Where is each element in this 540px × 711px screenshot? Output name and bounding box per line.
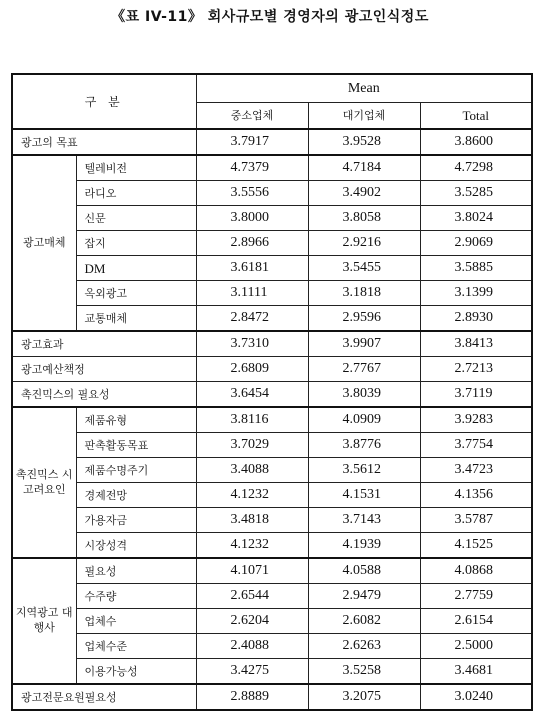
cell-value: 3.5612 bbox=[308, 458, 420, 483]
cell-value: 3.6181 bbox=[196, 256, 308, 281]
cell-value: 2.6809 bbox=[196, 357, 308, 382]
cell-value: 3.7143 bbox=[308, 508, 420, 533]
cell-value: 3.9907 bbox=[308, 331, 420, 357]
cell-value: 3.1399 bbox=[420, 281, 532, 306]
row-label: 업체수준 bbox=[76, 634, 196, 659]
table-row bbox=[12, 129, 532, 155]
cell-value: 2.6204 bbox=[196, 609, 308, 634]
cell-value: 3.8000 bbox=[196, 206, 308, 231]
row-label: DM bbox=[76, 256, 196, 281]
cell-value: 3.4723 bbox=[420, 458, 532, 483]
cell-value: 2.5000 bbox=[420, 634, 532, 659]
cell-value: 3.9283 bbox=[420, 407, 532, 433]
row-label: 텔레비전 bbox=[76, 155, 196, 181]
cell-value: 3.1818 bbox=[308, 281, 420, 306]
row-label: 경제전망 bbox=[76, 483, 196, 508]
cell-value: 3.2075 bbox=[308, 684, 420, 710]
cell-value: 2.9479 bbox=[308, 584, 420, 609]
cell-value: 4.7184 bbox=[308, 155, 420, 181]
col-header-large: 대기업체 bbox=[308, 103, 420, 130]
cell-value: 3.8600 bbox=[420, 129, 532, 155]
cell-value: 2.7767 bbox=[308, 357, 420, 382]
table-row bbox=[12, 533, 532, 559]
row-label: 제품수명주기 bbox=[76, 458, 196, 483]
cell-value: 3.8116 bbox=[196, 407, 308, 433]
table-row bbox=[12, 483, 532, 508]
row-label: 잡지 bbox=[76, 231, 196, 256]
cell-value: 3.4902 bbox=[308, 181, 420, 206]
cell-value: 4.1939 bbox=[308, 533, 420, 559]
cell-value: 3.5885 bbox=[420, 256, 532, 281]
cell-value: 3.4088 bbox=[196, 458, 308, 483]
col-header-sme: 중소업체 bbox=[196, 103, 308, 130]
awareness-table bbox=[11, 73, 533, 711]
cell-value: 2.6263 bbox=[308, 634, 420, 659]
cell-value: 3.9528 bbox=[308, 129, 420, 155]
row-label: 라디오 bbox=[76, 181, 196, 206]
cell-value: 2.6544 bbox=[196, 584, 308, 609]
row-label: 시장성격 bbox=[76, 533, 196, 559]
table-row bbox=[12, 558, 532, 584]
cell-value: 4.1232 bbox=[196, 483, 308, 508]
cell-value: 3.7754 bbox=[420, 433, 532, 458]
table-row bbox=[12, 181, 532, 206]
cell-value: 4.0909 bbox=[308, 407, 420, 433]
cell-value: 2.8930 bbox=[420, 306, 532, 332]
table-row bbox=[12, 684, 532, 710]
cell-value: 3.8058 bbox=[308, 206, 420, 231]
row-label: 신문 bbox=[76, 206, 196, 231]
row-label: 가용자금 bbox=[76, 508, 196, 533]
row-label: 필요성 bbox=[76, 558, 196, 584]
cell-value: 2.8472 bbox=[196, 306, 308, 332]
cell-value: 3.8776 bbox=[308, 433, 420, 458]
cell-value: 3.6454 bbox=[196, 382, 308, 408]
cell-value: 2.8966 bbox=[196, 231, 308, 256]
table-row bbox=[12, 256, 532, 281]
table-row bbox=[12, 382, 532, 408]
cell-value: 3.4275 bbox=[196, 659, 308, 685]
row-label: 업체수 bbox=[76, 609, 196, 634]
table-row bbox=[12, 306, 532, 332]
cell-value: 3.7029 bbox=[196, 433, 308, 458]
cell-value: 3.4818 bbox=[196, 508, 308, 533]
table-row bbox=[12, 659, 532, 685]
row-label: 이용가능성 bbox=[76, 659, 196, 685]
row-label: 옥외광고 bbox=[76, 281, 196, 306]
cell-value: 4.0588 bbox=[308, 558, 420, 584]
table-row bbox=[12, 407, 532, 433]
row-label: 판촉활동목표 bbox=[76, 433, 196, 458]
cell-value: 3.1111 bbox=[196, 281, 308, 306]
cell-value: 2.9596 bbox=[308, 306, 420, 332]
cell-value: 2.7213 bbox=[420, 357, 532, 382]
group-label-promo: 촉진믹스 시 고려요인 bbox=[12, 407, 76, 558]
row-label: 광고효과 bbox=[12, 331, 196, 357]
cell-value: 3.4681 bbox=[420, 659, 532, 685]
cell-value: 4.1525 bbox=[420, 533, 532, 559]
cell-value: 4.1531 bbox=[308, 483, 420, 508]
row-label: 촉진믹스의 필요성 bbox=[12, 382, 196, 408]
row-label: 광고예산책정 bbox=[12, 357, 196, 382]
row-label: 제품유형 bbox=[76, 407, 196, 433]
table-row bbox=[12, 433, 532, 458]
table-row bbox=[12, 584, 532, 609]
mean-header: Mean bbox=[196, 74, 532, 103]
cell-value: 4.1356 bbox=[420, 483, 532, 508]
cell-value: 2.8889 bbox=[196, 684, 308, 710]
col-header-total: Total bbox=[420, 103, 532, 130]
cell-value: 3.5787 bbox=[420, 508, 532, 533]
group-label-agency: 지역광고 대행사 bbox=[12, 558, 76, 684]
cell-value: 3.8039 bbox=[308, 382, 420, 408]
table-row bbox=[12, 281, 532, 306]
table-row bbox=[12, 331, 532, 357]
cell-value: 3.5455 bbox=[308, 256, 420, 281]
row-label: 교통매체 bbox=[76, 306, 196, 332]
cell-value: 3.8024 bbox=[420, 206, 532, 231]
cell-value: 3.7917 bbox=[196, 129, 308, 155]
cell-value: 2.4088 bbox=[196, 634, 308, 659]
cell-value: 3.5556 bbox=[196, 181, 308, 206]
cell-value: 3.5285 bbox=[420, 181, 532, 206]
cell-value: 4.1232 bbox=[196, 533, 308, 559]
table-row bbox=[12, 634, 532, 659]
table-row bbox=[12, 206, 532, 231]
table-row bbox=[12, 609, 532, 634]
cell-value: 3.7119 bbox=[420, 382, 532, 408]
table-row bbox=[12, 155, 532, 181]
cell-value: 2.9216 bbox=[308, 231, 420, 256]
cell-value: 2.6082 bbox=[308, 609, 420, 634]
cell-value: 3.0240 bbox=[420, 684, 532, 710]
row-label: 광고전문요원필요성 bbox=[12, 684, 196, 710]
category-header: 구 분 bbox=[12, 74, 196, 129]
cell-value: 2.6154 bbox=[420, 609, 532, 634]
table-title: 《표 IV-11》 회사규모별 경영자의 광고인식정도 bbox=[111, 9, 429, 25]
table-row bbox=[12, 357, 532, 382]
cell-value: 4.7379 bbox=[196, 155, 308, 181]
table-row bbox=[12, 458, 532, 483]
cell-value: 4.1071 bbox=[196, 558, 308, 584]
cell-value: 3.7310 bbox=[196, 331, 308, 357]
group-label-media: 광고매체 bbox=[12, 155, 76, 331]
cell-value: 4.7298 bbox=[420, 155, 532, 181]
cell-value: 4.0868 bbox=[420, 558, 532, 584]
cell-value: 2.9069 bbox=[420, 231, 532, 256]
row-label: 수주량 bbox=[76, 584, 196, 609]
table-row bbox=[12, 508, 532, 533]
row-label: 광고의 목표 bbox=[12, 129, 196, 155]
cell-value: 2.7759 bbox=[420, 584, 532, 609]
cell-value: 3.8413 bbox=[420, 331, 532, 357]
table-row bbox=[12, 231, 532, 256]
cell-value: 3.5258 bbox=[308, 659, 420, 685]
